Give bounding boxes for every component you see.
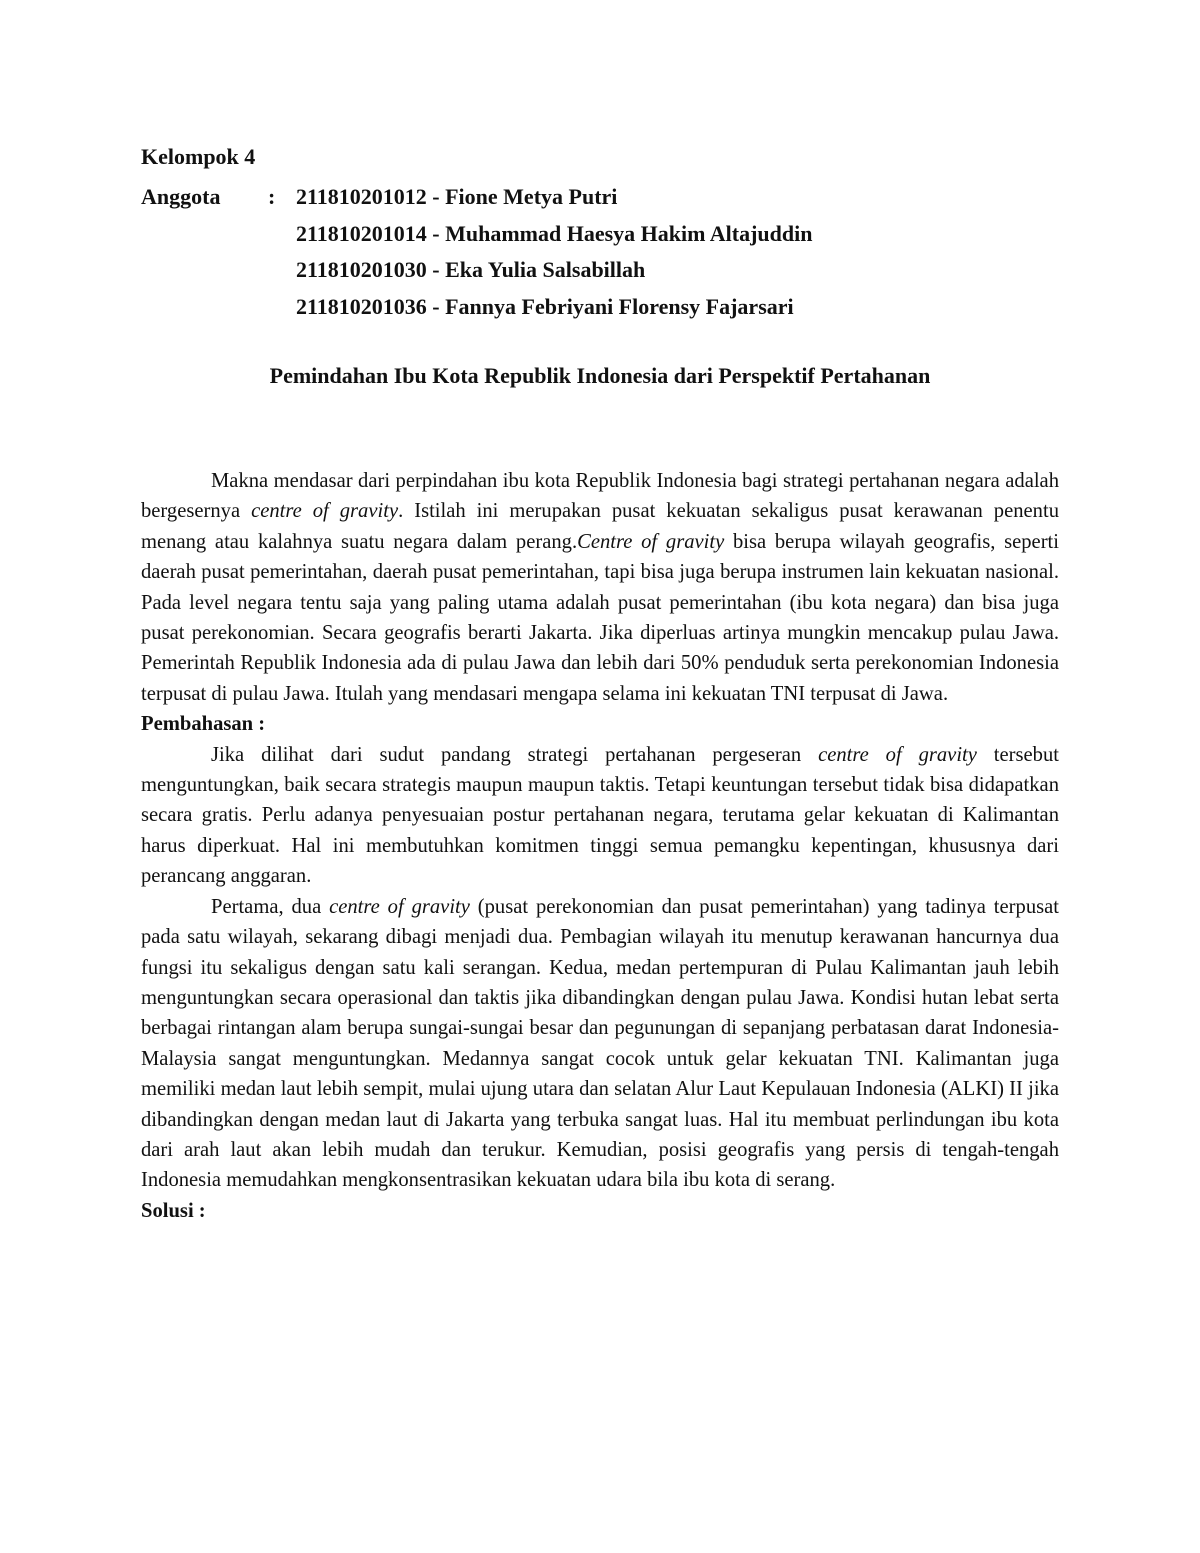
members-colon: : (268, 184, 276, 209)
text-run: tersebut menguntungkan, baik secara strategis maupun maupun taktis. Tetapi keuntungan tersebut tidak bisa didapatkan secara gratis. Perlu adanya penyesuaian postur pertahanan negara, terutama gelar kekuatan di Kalimantan harus diperkuat. Hal ini membutuhkan komitmen tinggi semua pemangku kepentingan, khususnya dari perancang anggaran. (141, 743, 1059, 888)
member-row (141, 252, 812, 289)
member-name: 211810201014 - Muhammad Haesya Hakim Altajuddin (296, 220, 813, 246)
solution-heading: Solusi : (141, 1199, 206, 1222)
document-body (141, 466, 1059, 1226)
discussion-paragraph-2 (141, 892, 1059, 1196)
member-name: 211810201012 - Fione Metya Putri (296, 184, 618, 209)
group-heading: Kelompok 4 (141, 144, 256, 169)
member-name: 211810201036 - Fannya Febriyani Florensy Fajarsari (296, 293, 794, 319)
member-row (141, 216, 812, 253)
member-name: 211810201030 - Eka Yulia Salsabillah (296, 257, 646, 282)
discussion-heading: Pembahasan : (141, 713, 266, 736)
discussion-paragraph-1 (141, 740, 1059, 892)
member-row (141, 289, 812, 326)
text-run: bisa berupa wilayah geografis, seperti daerah pusat pemerintahan, daerah pusat pemerintahan, tapi bisa juga berupa instrumen lain kekuatan nasional. Pada level negara tentu saja yang paling utama adalah pusat pemerintahan (ibu kota negara) dan bisa juga pusat perekonomian. Secara geografis berarti Jakarta. Jika diperluas artinya mungkin mencakup pulau Jawa. Pemerintah Republik Indonesia ada di pulau Jawa dan lebih dari 50% penduduk serta perekonomian Indonesia terpusat di pulau Jawa. Itulah yang mendasari mengapa selama ini kekuatan TNI terpusat di Jawa. (141, 530, 1059, 705)
document-title: Pemindahan Ibu Kota Republik Indonesia dari Perspektif Pertahanan (269, 363, 931, 388)
italic-term: centre of gravity (818, 743, 977, 766)
intro-paragraph (141, 466, 1059, 709)
text-run: Pertama, dua (211, 895, 330, 918)
text-run: . Istilah ini merupakan pusat kekuatan sekaligus pusat kerawanan penentu menang atau kalahnya suatu negara dalam perang. (141, 500, 1059, 553)
text-run: (pusat perekonomian dan pusat pemerintahan) yang tadinya terpusat pada satu wilayah, sekarang dibagi menjadi dua. Pembagian wilayah itu menutup kerawanan hancurnya dua fungsi itu sekaligus dengan satu kali serangan. Kedua, medan pertempuran di Pulau Kalimantan jauh lebih menguntungkan secara operasional dan taktis jika dibandingkan dengan pulau Jawa. Kondisi hutan lebat serta berbagai rintangan alam berupa sungai-sungai besar dan pegunungan di sepanjang perbatasan darat Indonesia-Malaysia sangat menguntungkan. Medannya sangat cocok untuk gelar kekuatan TNI. Kalimantan juga memiliki medan laut lebih sempit, mulai ujung utara dan selatan Alur Laut Kepulauan Indonesia (ALKI) II jika dibandingkan dengan medan laut di Jakarta yang terbuka sangat luas. Hal itu membuat perlindungan ibu kota dari arah laut akan lebih mudah dan terukur. Kemudian, posisi geografis yang persis di tengah-tengah Indonesia memudahkan mengkonsentrasikan kekuatan udara bila ibu kota di serang. (141, 895, 1059, 1192)
italic-term: centre of gravity (251, 500, 399, 523)
italic-term: Centre of gravity (577, 530, 725, 553)
text-run: Jika dilihat dari sudut pandang strategi pertahanan pergeseran (211, 743, 819, 766)
member-row (141, 179, 812, 216)
text-run: Makna mendasar dari perpindahan ibu kota Republik Indonesia bagi strategi pertahanan negara adalah bergesernya (141, 470, 1059, 523)
members-block (141, 179, 812, 325)
italic-term: centre of gravity (329, 895, 470, 918)
members-label: Anggota (141, 184, 221, 209)
